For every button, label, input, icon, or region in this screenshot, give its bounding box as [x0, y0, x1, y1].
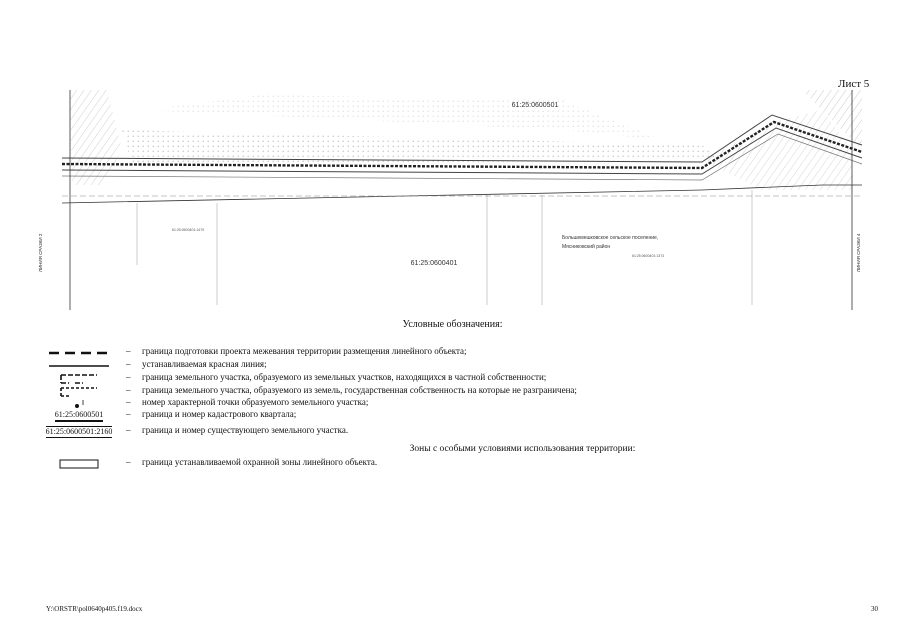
page-number: 30: [871, 605, 878, 613]
legend-dash: –: [126, 409, 131, 419]
sheet-number: Лист 5: [838, 78, 870, 90]
legend-text: граница и номер существующего земельного участка.: [142, 425, 349, 435]
legend-row: [0, 425, 905, 438]
protection-zone-symbol: [38, 457, 120, 470]
legend-dash: –: [126, 346, 131, 356]
quarter-code: 61:25:0600501: [55, 410, 103, 422]
footer-file-path: Y:\ORSTR\pol0640p405.f19.docx: [46, 605, 143, 613]
quarter-label-south: 61:25:0600401: [410, 260, 458, 267]
quarter-label-north: 61:25:0600501: [511, 102, 559, 109]
zones-row: [0, 457, 905, 470]
legend-row: [0, 372, 905, 385]
legend-dash: –: [126, 385, 131, 395]
legend-text: номер характерной точки образуемого земельного участка;: [142, 397, 369, 407]
legend-dash: –: [126, 372, 131, 382]
settlement-label-1: Большемешковское сельское поселение,: [562, 235, 659, 241]
legend-dash: –: [126, 457, 131, 467]
parcel-label-left: 61:25:0600401:1479: [172, 228, 205, 232]
legend-title: Условные обозначения:: [402, 319, 503, 330]
map-terrain: [70, 90, 862, 190]
parcel-private-symbol: [38, 372, 120, 385]
legend-row: [0, 359, 905, 372]
legend-row: [0, 346, 905, 359]
legend-row: [0, 409, 905, 422]
legend-dash: –: [126, 397, 131, 407]
legend-text: граница подготовки проекта межевания территории размещения линейного объекта;: [142, 346, 467, 356]
border-label-left: ЛИНИЯ СРАЗКИ 2: [38, 233, 43, 272]
red-line-symbol: [38, 359, 120, 372]
zones-text: граница устанавливаемой охранной зоны линейного объекта.: [142, 457, 378, 467]
existing-parcel-symbol: [34, 425, 124, 438]
legend-text: граница земельного участка, образуемого из земель, государственная собственность на которые не разграничена;: [142, 385, 577, 395]
border-label-right: ЛИНИЯ СРАЗКИ 4: [856, 233, 861, 272]
zones-title: Зоны с особыми условиями использования территории:: [409, 444, 636, 454]
parcel-label-right: 61:25:0600401:1373: [632, 254, 665, 258]
existing-parcel-code: 61:25:0600501:2160: [45, 426, 113, 436]
quarter-symbol: [38, 409, 120, 422]
legend-text: граница земельного участка, образуемого из земельных участков, находящихся в частной собственности;: [142, 372, 547, 382]
legend-text: устанавливаемая красная линия;: [142, 359, 267, 369]
legend-dash: –: [126, 425, 131, 435]
cadastral-map: [38, 90, 862, 310]
dash-line-symbol: [38, 346, 120, 359]
legend-text: граница и номер кадастрового квартала;: [142, 409, 297, 419]
settlement-label-2: Мясниковский район: [562, 244, 611, 250]
legend-dash: –: [126, 359, 131, 369]
